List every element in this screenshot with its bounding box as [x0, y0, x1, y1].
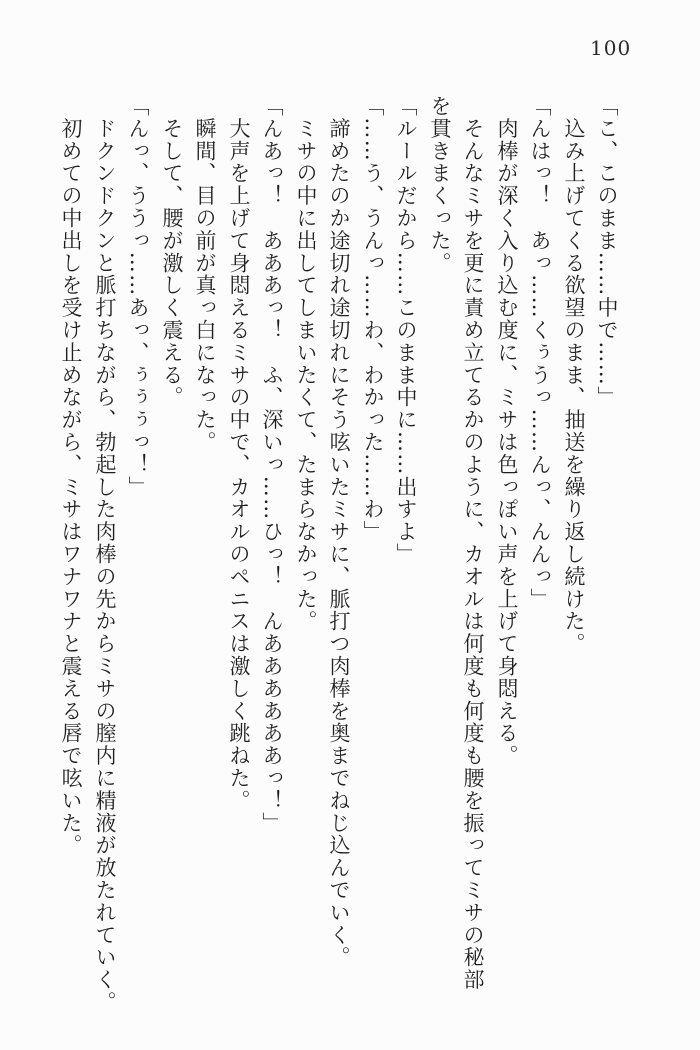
text-column-1: 「こ、このまま……中で……」	[595, 95, 619, 409]
text-column-11: 「んあっ！ あああっ！ ふ、深いっ……ひっ！ んああああああっ！」	[260, 95, 284, 835]
text-column-12: 大声を上げて身悶えるミサの中で、カオルのペニスは激しく跳ねた。	[227, 95, 251, 812]
text-column-14: そして、腰が激しく震える。	[160, 95, 184, 409]
text-column-2: 込み上げてくる欲望のまま、抽送を繰り返し続けた。	[562, 95, 586, 655]
text-column-8: 「……う、うんっ……わ、わかった……わ」	[361, 95, 385, 543]
text-column-5: そんなミサを更に責め立てるかのように、カオルは何度も何度も腰を振ってミサの秘部	[461, 95, 485, 991]
page-number: 100	[590, 36, 632, 60]
text-column-6: を貫きまくった。	[428, 95, 452, 275]
text-column-4: 肉棒が深く入り込む度に、ミサは色っぽい声を上げて身悶える。	[495, 95, 519, 767]
text-column-3: 「んはっ！ あっ……くぅうっ……んっ、んんっ」	[528, 95, 552, 611]
text-column-7: 「ルールだから……このまま中に……出すよ」	[394, 95, 418, 566]
text-column-17: 初めての中出しを受け止めながら、ミサはワナワナと震える唇で呟いた。	[59, 95, 83, 857]
text-column-9: 諦めたのか途切れ途切れにそう呟いたミサに、脈打つ肉棒を奥までねじ込んでいく。	[327, 95, 351, 969]
text-column-15: 「んっ、ううっ……あっ、ぅぅぅっ！」	[126, 95, 150, 499]
text-column-13: 瞬間、目の前が真っ白になった。	[193, 95, 217, 454]
text-column-16: ドクンドクンと脈打ちながら、勃起した肉棒の先からミサの膣内に精液が放たれていく。	[93, 95, 117, 1014]
text-column-10: ミサの中に出してしまいたくて、たまらなかった。	[294, 95, 318, 633]
